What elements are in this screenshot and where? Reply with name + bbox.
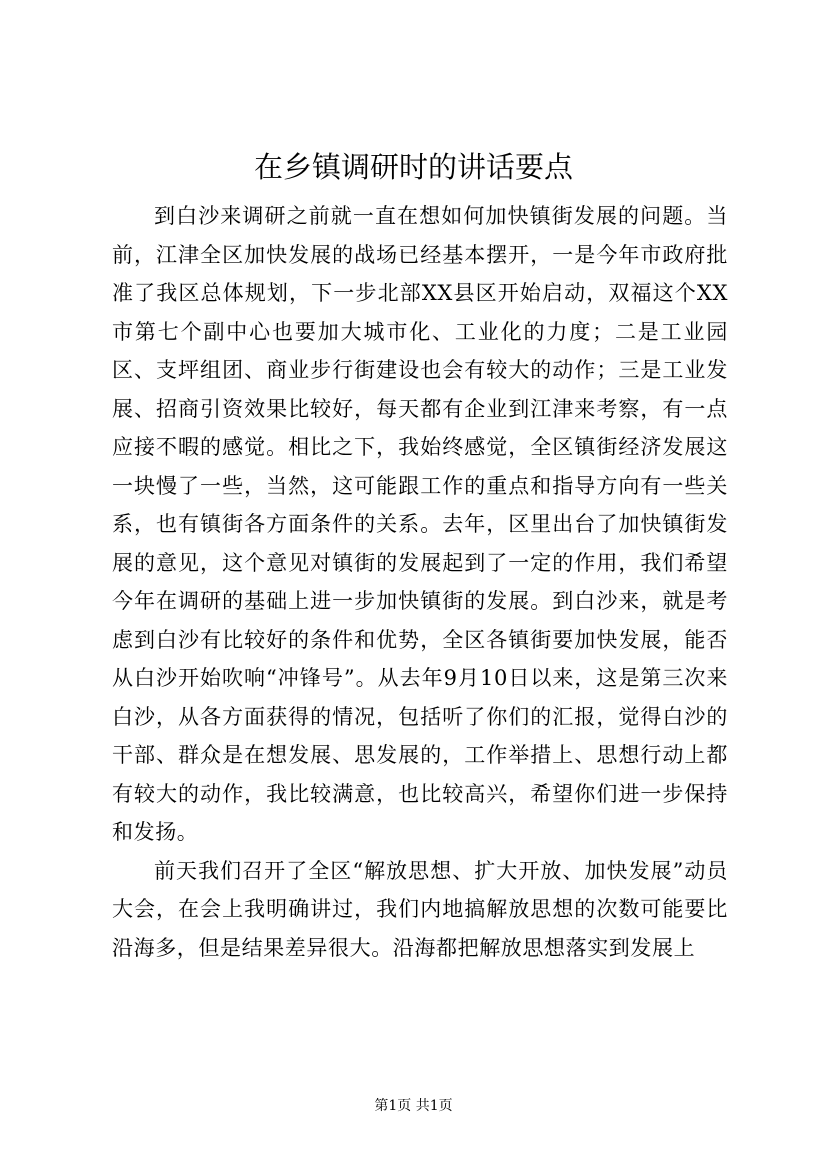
document-title: 在乡镇调研时的讲话要点	[253, 150, 573, 184]
document-body	[112, 197, 728, 967]
page-footer: 第1页 共1页	[374, 1098, 453, 1114]
paragraph-1: 到白沙来调研之前就一直在想如何加快镇街发展的问题。当前，江津全区加快发展的战场已经基本摆开，一是今年市政府批准了我区总体规划，下一步北部XX县区开始启动，双福这个XX市第七个副中心也要加大城市化、工业化的力度；二是工业园区、支坪组团、商业步行街建设也会有较大的动作；三是工业发展、招商引资效果比较好，每天都有企业到江津来考察，有一点应接不暇的感觉。相比之下，我始终感觉，全区镇街经济发展这一块慢了一些，当然，这可能跟工作的重点和指导方向有一些关系，也有镇街各方面条件的关系。去年，区里出台了加快镇街发展的意见，这个意见对镇街的发展起到了一定的作用，我们希望今年在调研的基础上进一步加快镇街的发展。到白沙来，就是考虑到白沙有比较好的条件和优势，全区各镇街要加快发展，能否从白沙开始吹响“冲锋号”。从去年9月10日以来，这是第三次来白沙，从各方面获得的情况，包括听了你们的汇报，觉得白沙的干部、群众是在想发展、思发展的，工作举措上、思想行动上都有较大的动作，我比较满意，也比较高兴，希望你们进一步保持和发扬。	[112, 204, 728, 844]
paragraph-2: 前天我们召开了全区“解放思想、扩大开放、加快发展”动员大会，在会上我明确讲过，我们内地搞解放思想的次数可能要比沿海多，但是结果差异很大。沿海都把解放思想落实到发展上	[112, 858, 728, 960]
